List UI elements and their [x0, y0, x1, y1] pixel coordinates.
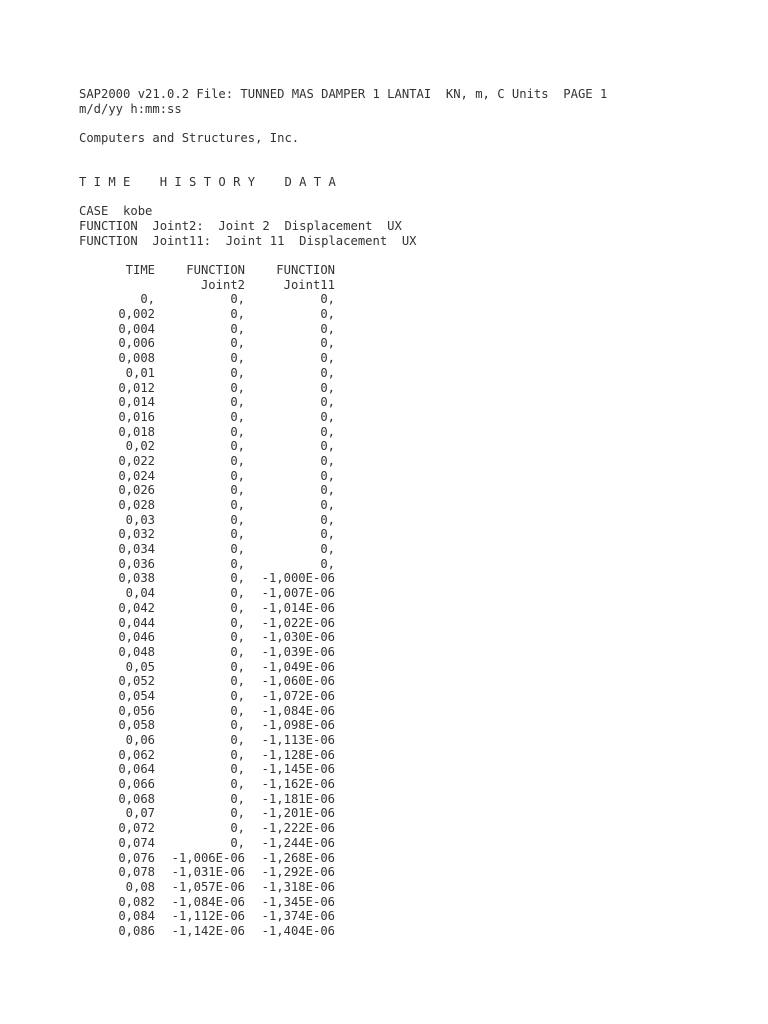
- column-header-time: TIME: [125, 263, 155, 277]
- joint2-cell: 0,: [230, 835, 245, 850]
- time-cell: 0,028: [118, 498, 155, 512]
- joint2-cell: 0,: [230, 321, 245, 336]
- table-row: [79, 542, 359, 557]
- joint2-cell: 0,: [230, 821, 245, 836]
- table-row: [79, 851, 359, 866]
- table-row: [79, 704, 359, 719]
- column-header-function: FUNCTION: [186, 263, 245, 277]
- joint2-cell: 0,: [230, 674, 245, 689]
- joint2-cell: 0,: [230, 703, 245, 718]
- time-cell: 0,052: [118, 674, 155, 689]
- joint2-cell: 0,: [230, 512, 245, 527]
- joint2-cell: 0,: [230, 644, 245, 659]
- time-cell: 0,078: [118, 865, 155, 880]
- time-cell: 0,068: [118, 791, 155, 806]
- joint2-cell: 0,: [230, 365, 245, 380]
- joint2-cell: 0,: [230, 762, 245, 777]
- table-row: [79, 674, 359, 689]
- table-row: [79, 395, 359, 410]
- time-cell: 0,006: [118, 336, 155, 351]
- joint11-cell: -1,374E-06: [261, 909, 335, 924]
- joint11-cell: 0,: [320, 527, 335, 542]
- table-row: [79, 381, 359, 396]
- table-row: [79, 307, 359, 322]
- joint11-cell: -1,268E-06: [261, 850, 335, 865]
- joint2-cell: 0,: [230, 483, 245, 498]
- table-row: [79, 762, 359, 777]
- date-format-line: m/d/yy h:mm:ss: [79, 102, 182, 116]
- joint11-cell: -1,049E-06: [261, 659, 335, 674]
- time-cell: 0,004: [118, 321, 155, 336]
- table-row: [79, 909, 359, 924]
- joint11-cell: 0,: [320, 409, 335, 424]
- joint2-cell: -1,142E-06: [171, 923, 245, 938]
- joint11-cell: 0,: [320, 512, 335, 527]
- joint11-cell: -1,404E-06: [261, 923, 335, 938]
- table-header-row: [79, 263, 359, 278]
- joint11-cell: -1,145E-06: [261, 762, 335, 777]
- joint11-cell: 0,: [320, 453, 335, 468]
- time-cell: 0,032: [118, 527, 155, 542]
- time-cell: 0,026: [118, 483, 155, 498]
- joint11-cell: -1,060E-06: [261, 674, 335, 689]
- table-row: [79, 924, 359, 939]
- company-name: Computers and Structures, Inc.: [79, 131, 300, 145]
- time-cell: 0,044: [118, 615, 155, 630]
- time-cell: 0,04: [125, 586, 155, 601]
- joint11-cell: -1,244E-06: [261, 835, 335, 850]
- table-row: [79, 571, 359, 586]
- joint2-cell: 0,: [230, 351, 245, 366]
- joint11-cell: 0,: [320, 365, 335, 380]
- file-header: SAP2000 v21.0.2 File: TUNNED MAS DAMPER 1 LANTAI KN, m, C Units PAGE 1: [79, 87, 608, 101]
- table-row: [79, 660, 359, 675]
- table-row: [79, 292, 359, 307]
- function-definition: FUNCTION Joint2: Joint 2 Displacement UX: [79, 219, 402, 233]
- time-cell: 0,014: [118, 395, 155, 410]
- joint2-cell: 0,: [230, 600, 245, 615]
- joint11-cell: 0,: [320, 307, 335, 322]
- time-cell: 0,042: [118, 600, 155, 615]
- table-row: [79, 410, 359, 425]
- joint11-cell: 0,: [320, 483, 335, 498]
- joint2-cell: 0,: [230, 542, 245, 557]
- time-cell: 0,086: [118, 923, 155, 938]
- table-row: [79, 527, 359, 542]
- table-row: [79, 322, 359, 337]
- joint2-cell: 0,: [230, 688, 245, 703]
- joint2-cell: 0,: [230, 453, 245, 468]
- table-row: [79, 630, 359, 645]
- joint11-cell: 0,: [320, 336, 335, 351]
- joint2-cell: 0,: [230, 468, 245, 483]
- table-row: [79, 895, 359, 910]
- time-cell: 0,084: [118, 909, 155, 924]
- time-cell: 0,062: [118, 747, 155, 762]
- table-row: [79, 880, 359, 895]
- joint2-cell: 0,: [230, 718, 245, 733]
- time-cell: 0,058: [118, 718, 155, 733]
- joint11-cell: 0,: [320, 542, 335, 557]
- joint2-cell: 0,: [230, 556, 245, 571]
- joint11-cell: -1,098E-06: [261, 718, 335, 733]
- joint2-cell: 0,: [230, 380, 245, 395]
- time-cell: 0,038: [118, 571, 155, 586]
- joint2-cell: 0,: [230, 395, 245, 410]
- time-cell: 0,05: [125, 659, 155, 674]
- joint11-cell: -1,014E-06: [261, 600, 335, 615]
- joint2-cell: -1,112E-06: [171, 909, 245, 924]
- time-cell: 0,046: [118, 630, 155, 645]
- joint11-cell: -1,222E-06: [261, 821, 335, 836]
- table-body: [79, 292, 359, 938]
- joint11-cell: -1,072E-06: [261, 688, 335, 703]
- joint11-cell: 0,: [320, 556, 335, 571]
- joint2-cell: 0,: [230, 806, 245, 821]
- time-cell: 0,022: [118, 453, 155, 468]
- time-cell: 0,034: [118, 542, 155, 557]
- joint11-cell: -1,030E-06: [261, 630, 335, 645]
- table-row: [79, 616, 359, 631]
- table-row: [79, 718, 359, 733]
- table-row: [79, 733, 359, 748]
- joint11-cell: 0,: [320, 424, 335, 439]
- time-cell: 0,016: [118, 409, 155, 424]
- joint11-cell: 0,: [320, 468, 335, 483]
- time-cell: 0,03: [125, 512, 155, 527]
- table-row: [79, 366, 359, 381]
- table-row: [79, 439, 359, 454]
- joint2-cell: 0,: [230, 630, 245, 645]
- joint2-cell: 0,: [230, 791, 245, 806]
- table-row: [79, 836, 359, 851]
- joint11-cell: 0,: [320, 439, 335, 454]
- time-cell: 0,008: [118, 351, 155, 366]
- table-row: [79, 557, 359, 572]
- joint11-cell: 0,: [320, 395, 335, 410]
- joint11-cell: -1,084E-06: [261, 703, 335, 718]
- time-cell: 0,076: [118, 850, 155, 865]
- table-row: [79, 483, 359, 498]
- joint2-cell: -1,006E-06: [171, 850, 245, 865]
- table-row: [79, 454, 359, 469]
- table-row: [79, 586, 359, 601]
- time-cell: 0,056: [118, 703, 155, 718]
- joint11-cell: -1,039E-06: [261, 644, 335, 659]
- joint11-cell: 0,: [320, 292, 335, 307]
- joint11-cell: 0,: [320, 498, 335, 512]
- joint11-cell: -1,022E-06: [261, 615, 335, 630]
- time-cell: 0,: [140, 292, 155, 307]
- joint2-cell: 0,: [230, 307, 245, 322]
- joint11-cell: -1,345E-06: [261, 894, 335, 909]
- joint2-cell: 0,: [230, 586, 245, 601]
- joint2-cell: 0,: [230, 439, 245, 454]
- time-cell: 0,018: [118, 424, 155, 439]
- joint11-cell: -1,128E-06: [261, 747, 335, 762]
- column-header-function: FUNCTION: [276, 263, 335, 277]
- joint11-cell: 0,: [320, 321, 335, 336]
- table-row: [79, 336, 359, 351]
- joint11-cell: 0,: [320, 380, 335, 395]
- table-row: [79, 792, 359, 807]
- joint2-cell: 0,: [230, 777, 245, 792]
- table-row: [79, 513, 359, 528]
- joint11-cell: -1,201E-06: [261, 806, 335, 821]
- joint2-cell: 0,: [230, 747, 245, 762]
- joint2-cell: -1,057E-06: [171, 879, 245, 894]
- time-cell: 0,074: [118, 835, 155, 850]
- time-cell: 0,02: [125, 439, 155, 454]
- joint11-cell: -1,318E-06: [261, 879, 335, 894]
- joint2-cell: 0,: [230, 733, 245, 747]
- joint2-cell: 0,: [230, 615, 245, 630]
- joint11-cell: -1,000E-06: [261, 571, 335, 586]
- joint11-cell: -1,007E-06: [261, 586, 335, 601]
- time-cell: 0,06: [125, 733, 155, 747]
- joint2-cell: 0,: [230, 292, 245, 307]
- table-row: [79, 689, 359, 704]
- table-row: [79, 469, 359, 484]
- table-row: [79, 601, 359, 616]
- time-cell: 0,024: [118, 468, 155, 483]
- joint2-cell: 0,: [230, 571, 245, 586]
- joint2-cell: 0,: [230, 409, 245, 424]
- joint11-cell: -1,292E-06: [261, 865, 335, 880]
- column-subheader-joint11: Joint11: [283, 277, 335, 292]
- joint2-cell: -1,084E-06: [171, 894, 245, 909]
- table-row: [79, 777, 359, 792]
- joint2-cell: 0,: [230, 424, 245, 439]
- joint2-cell: 0,: [230, 498, 245, 512]
- joint11-cell: -1,181E-06: [261, 791, 335, 806]
- column-subheader-joint2: Joint2: [200, 277, 245, 292]
- time-cell: 0,054: [118, 688, 155, 703]
- time-cell: 0,07: [125, 806, 155, 821]
- time-cell: 0,072: [118, 821, 155, 836]
- table-row: [79, 425, 359, 440]
- time-history-table: [79, 263, 359, 939]
- report-title: T I M E H I S T O R Y D A T A: [79, 175, 336, 189]
- table-header-row: [79, 278, 359, 293]
- time-cell: 0,066: [118, 777, 155, 792]
- time-cell: 0,082: [118, 894, 155, 909]
- joint11-cell: -1,162E-06: [261, 777, 335, 792]
- joint2-cell: 0,: [230, 659, 245, 674]
- time-cell: 0,064: [118, 762, 155, 777]
- case-line: CASE kobe: [79, 204, 153, 218]
- time-cell: 0,08: [125, 879, 155, 894]
- table-row: [79, 748, 359, 763]
- time-cell: 0,048: [118, 644, 155, 659]
- joint2-cell: 0,: [230, 527, 245, 542]
- table-row: [79, 865, 359, 880]
- time-cell: 0,002: [118, 307, 155, 322]
- joint2-cell: -1,031E-06: [171, 865, 245, 880]
- time-cell: 0,01: [125, 365, 155, 380]
- table-row: [79, 498, 359, 513]
- table-row: [79, 645, 359, 660]
- time-cell: 0,036: [118, 556, 155, 571]
- time-cell: 0,012: [118, 380, 155, 395]
- joint11-cell: -1,113E-06: [261, 733, 335, 747]
- table-row: [79, 806, 359, 821]
- joint2-cell: 0,: [230, 336, 245, 351]
- function-definition: FUNCTION Joint11: Joint 11 Displacement UX: [79, 234, 417, 248]
- table-row: [79, 351, 359, 366]
- table-row: [79, 821, 359, 836]
- joint11-cell: 0,: [320, 351, 335, 366]
